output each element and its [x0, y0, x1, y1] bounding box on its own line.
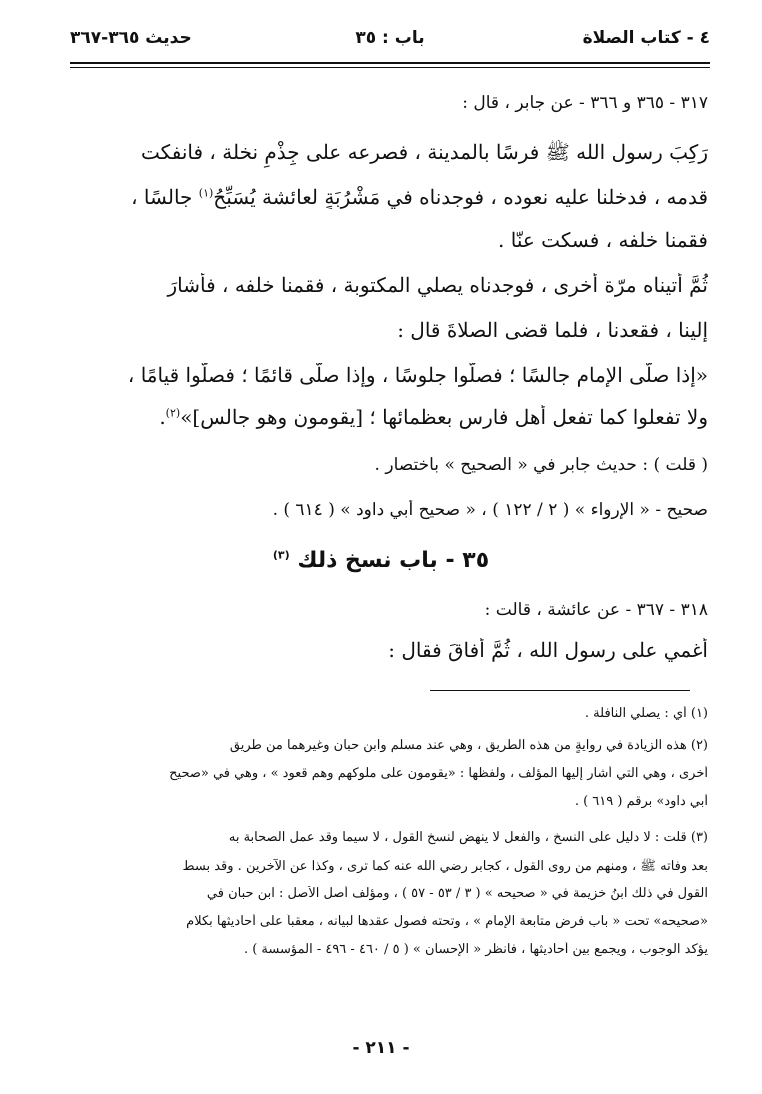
- footnote-ref-1: (١): [198, 186, 214, 200]
- footnote-2-line: أبي داود» برقم ( ٦١٩ ) .: [574, 794, 708, 809]
- page-number: - ٢١١ -: [352, 1038, 410, 1058]
- text-segment: قدمه ، فدخلنا عليه نعوده ، فوجدناه في مَشْرُبَةٍ لعائشة يُسَبِّحُ: [213, 185, 708, 209]
- footnote-3-line: «صحيحه» تحت « باب فرض متابعة الإمام » ، وتحته فصول عقدها لبيانه ، معقباً على أحاديثها بكلام: [186, 914, 708, 929]
- footnote-ref-3: (٣): [272, 548, 290, 562]
- header-rule-thin: [70, 67, 710, 68]
- footnote-3-line: بعد وفاته ﷺ ، ومنهم من روى القول ، كجابر رضي الله عنه كما ترى ، وكذا عن الآخرين . وقد بسط: [182, 859, 708, 874]
- text-segment: جالسًا ،: [131, 185, 199, 209]
- bab-title: [0, 548, 762, 573]
- header-hadith-range: حديث ٣٦٥-٣٦٧: [70, 28, 192, 48]
- text-line: إلينا ، فقعدنا ، فلما قضى الصلاةَ قال :: [397, 318, 708, 342]
- text-line: ثُمَّ أتيناه مرّة أخرى ، فوجدناه يصلي المكتوبة ، فقمنا خلفه ، فأشارَ: [167, 273, 708, 297]
- qult-note: ( قلت ) : حديث جابر في « الصحيح » باختصار .: [374, 455, 708, 475]
- text-line: «إذا صلّى الإمام جالسًا ؛ فصلّوا جلوسًا ، وإذا صلّى قائمًا ؛ فصلّوا قيامًا ،: [127, 363, 708, 387]
- footnote-3-line: يؤكد الوجوب ، ويجمع بين أحاديثها ، فانظر « الإحسان » ( ٥ / ٤٦٠ - ٤٩٦ - المؤسسة ) .: [243, 942, 708, 957]
- footnote-2-line: (٢) هذه الزيادة في روايةٍ من هذه الطريق ، وهي عند مسلم وابن حبان وغيرهما من طريق: [229, 738, 708, 753]
- running-header: [70, 28, 710, 58]
- text-segment: ولا تفعلوا كما تفعل أهل فارس بعظمائها ؛ [يقومون وهو جالس]»: [180, 405, 708, 429]
- hadith-318-intro: ٣١٨ - ٣٦٧ - عن عائشة ، قالت :: [484, 600, 708, 620]
- text-segment: .: [159, 405, 166, 429]
- sahih-grading: صحيح - « الإرواء » ( ٢ / ١٢٢ ) ، « صحيح أبي داود » ( ٦١٤ ) .: [272, 500, 708, 520]
- footnote-separator: [430, 690, 690, 691]
- text-line: فقمنا خلفه ، فسكت عنّا .: [498, 228, 708, 252]
- text-line: [72, 405, 708, 429]
- header-bab-number: باب : ٣٥: [355, 28, 425, 48]
- text-line: [72, 185, 708, 209]
- text-line: رَكِبَ رسول الله ﷺ فرسًا بالمدينة ، فصرعه على جِذْمِ نخلة ، فانفكت: [141, 140, 708, 164]
- text-line: أُغمي على رسول الله ، ثُمَّ أفاقَ فقال :: [388, 638, 708, 662]
- footnote-3-line: (٣) قلت : لا دليل على النسخ ، والفعل لا ينهض لنسخ القول ، لا سيما وقد عمل الصحابة به: [228, 830, 708, 845]
- header-rule-thick: [70, 62, 710, 64]
- footnote-ref-2: (٢): [165, 406, 181, 420]
- footnote-1: (١) أي : يصلي النافلة .: [584, 706, 708, 721]
- bab-title-text: ٣٥ - باب نسخ ذلك: [297, 548, 490, 573]
- hadith-317-intro: ٣١٧ - ٣٦٥ و ٣٦٦ - عن جابر ، قال :: [462, 93, 708, 113]
- footnote-3-line: القول في ذلك ابنُ خزيمة في « صحيحه » ( ٣ / ٥٣ - ٥٧ ) ، ومؤلف أصل الأصل : ابن حبان في: [206, 886, 708, 901]
- footnote-2-line: أخرى ، وهي التي أشار إليها المؤلف ، ولفظها : «يقومون على ملوكهم وهم قعود » ، وهي في «صحيح: [169, 766, 708, 781]
- header-book-title: ٤ - كتاب الصلاة: [582, 28, 710, 48]
